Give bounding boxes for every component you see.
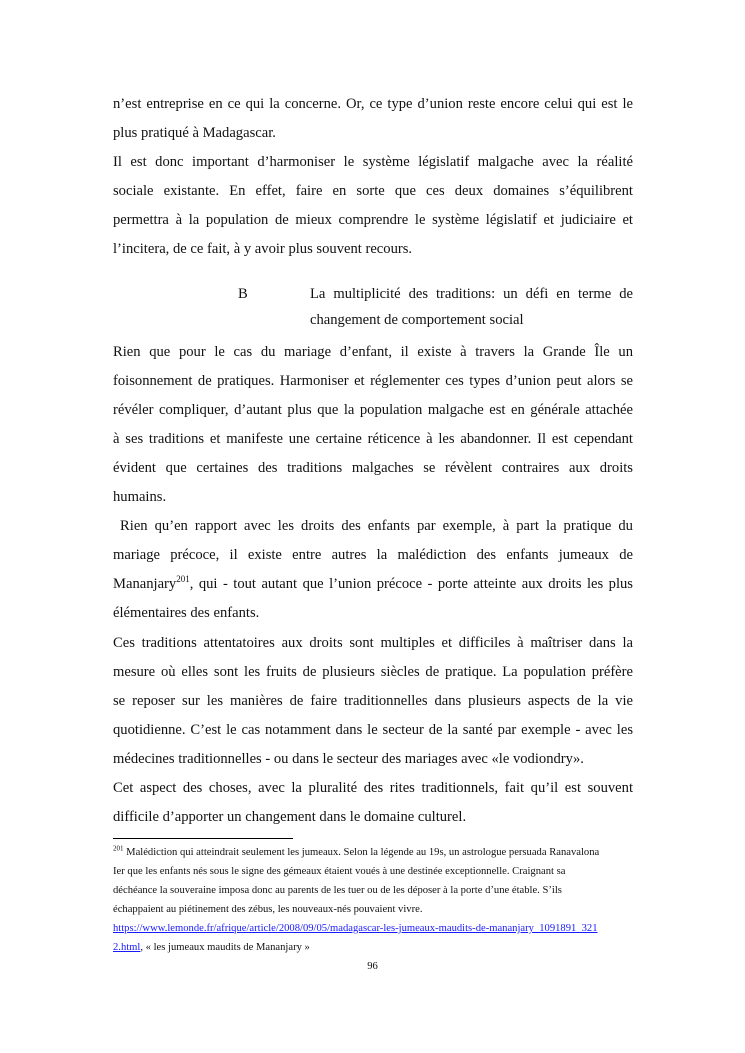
text-line: élémentaires des enfants. — [113, 605, 260, 621]
footnote-line — [113, 941, 633, 955]
text-line: mesure où elles sont les fruits de plusieurs siècles de pratique. La population préfère — [113, 664, 633, 680]
footnote-line — [113, 922, 633, 936]
section-heading-line: La multiplicité des traditions: un défi en terme de — [310, 286, 633, 302]
footnote-link[interactable]: 2.html — [113, 942, 141, 953]
footnote-link[interactable]: https://www.lemonde.fr/afrique/article/2008/09/05/madagascar-les-jumeaux-maudits-de-mananjary_1091891_321 — [113, 923, 598, 934]
text-line: à ses traditions et manifeste une certaine réticence à les abandonner. Il est cependant — [113, 431, 633, 447]
text-line: humains. — [113, 489, 167, 505]
footnote-line: déchéance la souveraine imposa donc au parents de les tuer ou de les déposer à la porte d’une étable. S’ils — [113, 885, 562, 896]
page-number: 96 — [367, 961, 378, 972]
text: Malédiction qui atteindrait seulement les jumeaux. Selon la légende au 19s, un astrologue persuada Ranavalona — [123, 847, 600, 858]
text-line: foisonnement de pratiques. Harmoniser et réglementer ces types d’union peut alors se — [113, 373, 633, 389]
text: Mananjary — [113, 576, 177, 592]
text-line: se reposer sur les manières de faire traditionnelles dans plusieurs aspects de la vie — [113, 693, 633, 709]
footnote-number: 201 — [113, 844, 124, 853]
text: , qui - tout autant que l’union précoce - porte atteinte aux droits les plus — [189, 576, 633, 592]
text-line: Cet aspect des choses, avec la pluralité des rites traditionnels, fait qu’il est souvent — [113, 780, 633, 796]
text-line: plus pratiqué à Madagascar. — [113, 125, 276, 141]
section-letter: B — [238, 286, 248, 302]
text-line: sociale existante. En effet, faire en sorte que ces deux domaines s’équilibrent — [113, 183, 633, 199]
text-line: révéler compliquer, d’autant plus que la population malgache est en générale attachée — [113, 402, 633, 418]
text: , « les jumeaux maudits de Mananjary » — [140, 942, 310, 953]
section-heading-line: changement de comportement social — [310, 312, 524, 328]
text-line — [113, 574, 633, 596]
text-line: Il est donc important d’harmoniser le système législatif malgache avec la réalité — [113, 154, 633, 170]
text-line: difficile d’apporter un changement dans le domaine culturel. — [113, 809, 467, 825]
text-line: évident que certaines des traditions malgaches se révèlent contraires aux droits — [113, 460, 633, 476]
text-line: Rien que pour le cas du mariage d’enfant, il existe à travers la Grande Île un — [113, 344, 633, 360]
footnote-ref[interactable]: 201 — [176, 574, 190, 585]
text-line: quotidienne. C’est le cas notamment dans le secteur de la santé par exemple - avec les — [113, 722, 633, 738]
text-line: Ces traditions attentatoires aux droits sont multiples et difficiles à maîtriser dans la — [113, 635, 633, 651]
text-line: mariage précoce, il existe entre autres la malédiction des enfants jumeaux de — [113, 547, 633, 563]
footnote-separator — [113, 838, 293, 839]
footnote-line — [113, 846, 633, 860]
text-line: Rien qu’en rapport avec les droits des enfants par exemple, à part la pratique du — [113, 518, 633, 534]
text-line: l’incitera, de ce fait, à y avoir plus souvent recours. — [113, 241, 413, 257]
text-line: n’est entreprise en ce qui la concerne. Or, ce type d’union reste encore celui qui est le — [113, 96, 633, 112]
text-line: permettra à la population de mieux comprendre le système législatif et judiciaire et — [113, 212, 633, 228]
footnote-line: Ier que les enfants nés sous le signe des gémeaux étaient voués à une destinée exceptionnelle. Craignant sa — [113, 866, 566, 877]
footnote-line: échappaient au piétinement des zébus, les nouveaux-nés pouvaient vivre. — [113, 904, 423, 915]
text-line: médecines traditionnelles - ou dans le secteur des mariages avec «le vodiondry». — [113, 751, 584, 767]
